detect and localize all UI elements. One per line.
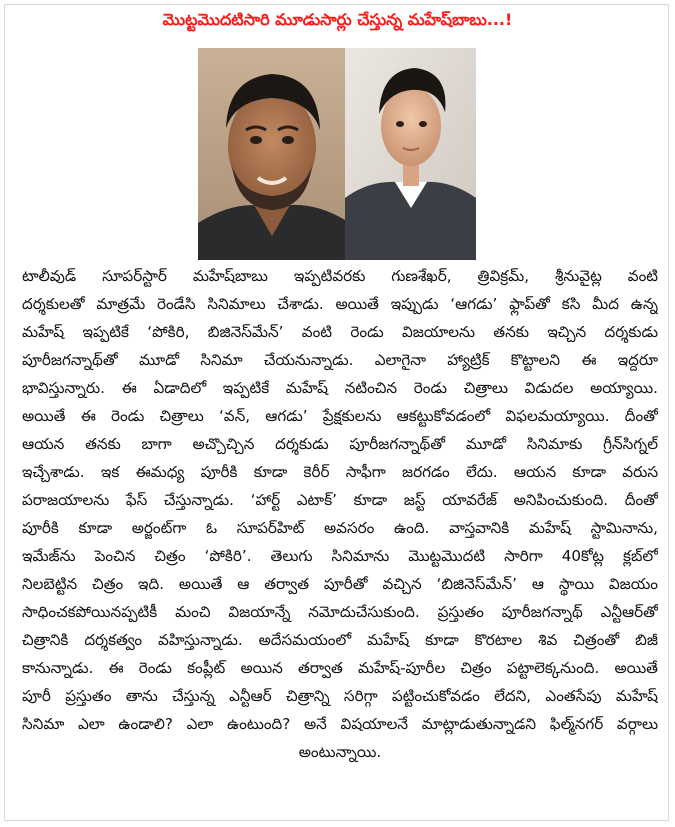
article-body — [22, 262, 658, 766]
article-line: ఇచ్చేశాడు. ఇక ఈమధ్య పూరీకి కూడా కెరీర్ సాఫీగా జరగడం లేదు. ఆయన కూడా వరుస — [22, 463, 658, 481]
article-line: మహేష్ ఇప్పటికే ‘పోకిరి, బిజినెస్‌మేన్’ వంటి రెండు విజయాలను తనకు ఇచ్చిన దర్శకుడు — [22, 323, 658, 341]
article-line: పూరీ ప్రస్తుతం తాను చేస్తున్న ఎన్టీఆర్ చిత్రాన్ని సరిగ్గా పట్టించుకోవడం లేదని, ఎంతసేపు మహేష్ — [22, 687, 658, 705]
article-line: పూరీజగన్నాథ్‌తో మూడో సినిమా చేయనున్నాడు. ఎలాగైనా హ్యాట్రిక్ కొట్టాలని ఈ ఇద్దరూ — [22, 351, 658, 369]
article-line: సాధించకపోయినప్పటికీ మంచి విజయాన్నే నమోదుచేసుకుంది. ప్రస్తుతం పూరీజగన్నాథ్ ఎన్టీఆర్‌తో — [22, 603, 658, 621]
header-photos — [198, 48, 476, 260]
article-line: భావిస్తున్నారు. ఈ ఏడాదిలో ఇప్పటికే మహేష్ నటించిన రెండు చిత్రాలు విడుదల అయ్యాయి. — [22, 379, 658, 397]
director-portrait-image — [198, 48, 345, 260]
article-line: టాలీవుడ్ సూపర్‌స్టార్ మహేష్‌బాబు ఇప్పటివరకు గుణశేఖర్, త్రివిక్రమ్, శ్రీనువైట్ల వంటి — [22, 267, 658, 285]
article-line: పూరీకి కూడా అర్జంట్‌గా ఓ సూపర్‌హిట్ అవసరం ఉంది. వాస్తవానికి మహేష్ స్టామినాను, — [22, 519, 658, 537]
article-headline: మొట్టమొదటిసారి మూడుసార్లు చేస్తున్న మహేష్‌బాబు...! — [162, 10, 513, 29]
article-line: కానున్నాడు. ఈ రెండు కంప్లీట్ అయిన తర్వాత మహేష్-పూరీల చిత్రం పట్టాలెక్కనుంది. అయితే — [22, 659, 658, 677]
article-line: సినిమా ఎలా ఉండాలి? ఎలా ఉంటుంది? అనే విషయాలనే మాట్లాడుతున్నాడని ఫిల్మ్‌నగర్ వర్గాలు — [22, 715, 658, 733]
article-line: ఇమేజ్‌ను పెంచిన చిత్రం ‘పోకిరి’. తెలుగు సినిమాను మొట్టమొదటి సారిగా 40కోట్ల క్లబ్‌లో — [22, 547, 658, 565]
article-line: అంటున్నాయి. — [298, 743, 382, 761]
article-line: చిత్రానికి దర్శకత్వం వహిస్తున్నాడు. అదేసమయంలో మహేష్ కూడా కొరటాల శివ చిత్రంతో బిజీ — [22, 631, 658, 649]
article-line: దర్శకులతో మాత్రమే రెండేసి సినిమాలు చేశాడు. అయితే ఇప్పుడు ‘ఆగడు’ ఫ్లాప్‌తో కసి మీద ఉన్న — [22, 295, 658, 313]
actor-portrait-image — [345, 48, 476, 260]
article-line: ఆయన తనకు బాగా అచ్చొచ్చిన దర్శకుడు పూరీజగన్నాథ్‌తో మూడో సినిమాకు గ్రీన్‌సిగ్నల్ — [22, 435, 658, 453]
article-line: నిలబెట్టిన చిత్రం ఇది. అయితే ఆ తర్వాత పూరీతో వచ్చిన ‘బిజినెస్‌మేన్’ ఆ స్థాయి విజయం — [22, 575, 658, 593]
article-line: పరాజయాలను ఫేస్ చేస్తున్నాడు. ‘హార్ట్ ఎటాక్’ కూడా జస్ట్ యావరేజ్ అనిపించుకుంది. దీంతో — [22, 491, 658, 509]
article-line: అయితే ఈ రెండు చిత్రాలు ‘వన్, ఆగడు’ ప్రేక్షకులను ఆకట్టుకోవడంలో విఫలమయ్యాయి. దీంతో — [22, 407, 658, 425]
